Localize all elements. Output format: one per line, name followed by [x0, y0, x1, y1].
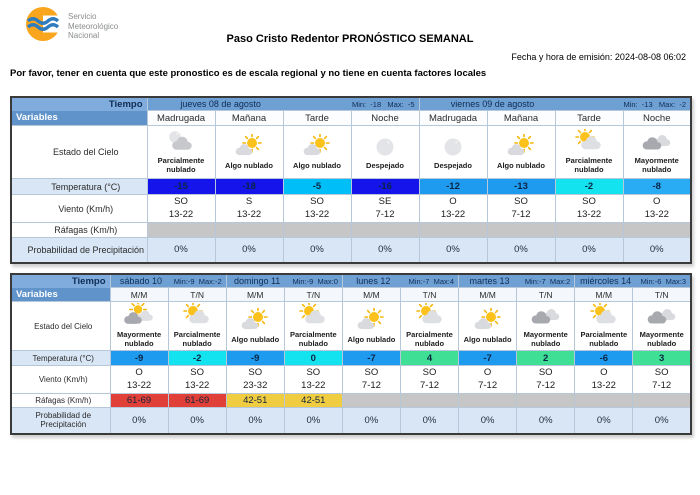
gusts-row — [11, 394, 691, 408]
precipitation-cell: 0% — [226, 408, 284, 434]
temperature-row — [11, 351, 691, 366]
wind-direction: SO — [190, 366, 204, 378]
precipitation-cell: 0% — [487, 238, 555, 263]
daypart-header: Mañana — [215, 111, 283, 126]
sky-condition-label: Algo nublado — [347, 334, 396, 344]
wind-cell — [555, 195, 623, 223]
gust-cell — [517, 394, 575, 408]
moon-icon — [352, 133, 419, 160]
sky-condition-label: Mayormente nublado — [116, 330, 162, 348]
sun-behind-cloud-icon — [169, 302, 226, 329]
row-label-gusts: Ráfagas (Km/h) — [11, 394, 110, 408]
logo-line-3: Nacional — [68, 31, 100, 41]
page-title: Paso Cristo Redentor PRONÓSTICO SEMANAL — [226, 33, 474, 45]
wind-direction: SO — [306, 366, 321, 378]
wind-speed: 7-12 — [478, 379, 498, 391]
wind-cell — [351, 195, 419, 223]
wind-speed: 23-32 — [243, 379, 268, 391]
wind-speed: 7-12 — [511, 208, 531, 220]
wind-row — [11, 195, 691, 223]
wind-cell — [110, 366, 168, 394]
wind-direction: SO — [174, 195, 188, 207]
precipitation-cell: 0% — [283, 238, 351, 263]
sky-condition-label: Despejado — [366, 160, 404, 170]
sky-cell — [342, 302, 400, 351]
row-label-precipitation: Probabilidad de Precipitación — [11, 238, 147, 263]
temperature-cell: -12 — [419, 179, 487, 195]
row-label-wind: Viento (Km/h) — [11, 366, 110, 394]
wind-speed: 13-22 — [304, 208, 330, 220]
wind-speed: 7-12 — [375, 208, 395, 220]
precipitation-cell: 0% — [400, 408, 458, 434]
sky-cell — [110, 302, 168, 351]
sky-cell — [168, 302, 226, 351]
logo-line-2: Meteorológico — [68, 21, 119, 31]
temperature-cell: -2 — [168, 351, 226, 366]
row-label-sky: Estado del Cielo — [11, 126, 147, 179]
sun-behind-cloud-icon — [401, 302, 458, 329]
row-label-temperature: Temperatura (°C) — [11, 179, 147, 195]
day-name: martes 13 — [469, 276, 510, 287]
temperature-cell: 0 — [284, 351, 342, 366]
sky-cell — [419, 126, 487, 179]
temperature-cell: -2 — [555, 179, 623, 195]
sun-cloud-icon — [459, 307, 516, 334]
temperature-cell: -16 — [351, 179, 419, 195]
wind-speed: 13-22 — [591, 379, 616, 391]
precipitation-cell: 0% — [215, 238, 283, 263]
daypart-header: Madrugada — [147, 111, 215, 126]
daypart-header: M/M — [459, 288, 517, 302]
wind-cell — [623, 195, 691, 223]
precipitation-cell: 0% — [517, 408, 575, 434]
sky-cell — [575, 302, 633, 351]
row-label-wind: Viento (Km/h) — [11, 195, 147, 223]
temperature-cell: 4 — [400, 351, 458, 366]
wind-direction: O — [653, 195, 661, 207]
clouds-icon — [624, 128, 691, 155]
day-minmax: Min:-9 Max:0 — [292, 276, 338, 286]
temperature-cell: -9 — [226, 351, 284, 366]
temperature-cell: -5 — [283, 179, 351, 195]
precipitation-cell: 0% — [575, 408, 633, 434]
wind-speed: 13-22 — [440, 208, 466, 220]
sky-cell — [487, 126, 555, 179]
sky-cell — [284, 302, 342, 351]
wind-speed: 13-22 — [126, 379, 152, 391]
day-header-3 — [342, 274, 458, 288]
wind-direction: SO — [422, 366, 437, 378]
row-label-gusts: Ráfagas (Km/h) — [11, 223, 147, 238]
sky-cell — [459, 302, 517, 351]
wind-direction: O — [483, 366, 492, 378]
day-name: viernes 09 de agosto — [450, 99, 535, 110]
row-label-precipitation: Probabilidad de Precipitación — [11, 408, 110, 434]
wind-direction: SO — [538, 366, 553, 378]
daypart-header: Noche — [623, 111, 691, 126]
wind-cell — [633, 366, 691, 394]
daypart-header: Mañana — [487, 111, 555, 126]
sun-clouds-icon — [111, 302, 168, 329]
wind-speed: 13-22 — [301, 379, 326, 391]
sky-cell — [517, 302, 575, 351]
wind-direction: O — [600, 366, 608, 378]
precipitation-cell: 0% — [168, 408, 226, 434]
temperature-cell: -8 — [623, 179, 691, 195]
wind-direction: SO — [364, 366, 379, 378]
wind-speed: 13-22 — [236, 208, 262, 220]
sky-condition-label: Parcialmente nublado — [157, 156, 205, 174]
sky-condition-label: Parcialmente nublado — [565, 156, 613, 174]
gust-cell — [400, 394, 458, 408]
day-minmax: Min:-6 Max:3 — [640, 276, 686, 286]
day-header-1 — [147, 97, 419, 111]
precipitation-row — [11, 408, 691, 434]
daypart-header: T/N — [400, 288, 458, 302]
sky-condition-label: Algo nublado — [293, 160, 341, 170]
sky-condition-label: Parcialmente nublado — [289, 330, 337, 348]
day-name: miércoles 14 — [580, 276, 632, 287]
wind-cell — [284, 366, 342, 394]
wind-cell — [215, 195, 283, 223]
precipitation-cell: 0% — [342, 408, 400, 434]
gust-cell — [419, 223, 487, 238]
tiempo-label: Tiempo — [12, 98, 147, 111]
daypart-header: Tarde — [283, 111, 351, 126]
daypart-header: Madrugada — [419, 111, 487, 126]
table1-forecast-table — [10, 96, 692, 264]
sky-cell — [226, 302, 284, 351]
wind-cell — [400, 366, 458, 394]
daypart-header: Tarde — [555, 111, 623, 126]
daypart-header: Noche — [351, 111, 419, 126]
day-minmax: Min:-7 Max:2 — [524, 276, 571, 286]
sun-behind-cloud-icon — [575, 302, 632, 329]
wind-direction: O — [449, 195, 457, 207]
wind-cell — [487, 195, 555, 223]
gust-cell: 42-51 — [226, 394, 284, 408]
day-header-1 — [110, 274, 226, 288]
wind-cell — [419, 195, 487, 223]
day-header-5 — [575, 274, 691, 288]
sky-cell — [351, 126, 419, 179]
sun-behind-cloud-icon — [556, 128, 623, 155]
wind-cell — [168, 366, 226, 394]
wind-speed: 7-12 — [536, 379, 556, 391]
temperature-cell: -7 — [342, 351, 400, 366]
gust-cell — [459, 394, 517, 408]
sun-cloud-icon — [227, 307, 284, 334]
daypart-header: T/N — [168, 288, 226, 302]
regional-scale-note: Por favor, tener en cuenta que este pronostico es de escala regional y no tiene en cuenta factores locales — [10, 68, 487, 79]
day-minmax: Min: -13 Max: -2 — [623, 99, 686, 109]
wind-direction: S — [245, 195, 253, 207]
wind-speed: 7-12 — [420, 379, 440, 391]
day-name: domingo 11 — [233, 276, 281, 287]
sun-cloud-icon — [284, 133, 351, 160]
clouds-icon — [633, 302, 690, 329]
precipitation-cell: 0% — [419, 238, 487, 263]
wind-cell — [575, 366, 633, 394]
temperature-cell: -13 — [487, 179, 555, 195]
sky-cell — [623, 126, 691, 179]
day-minmax: Min: -18 Max: -5 — [351, 99, 415, 109]
precipitation-row — [11, 238, 691, 263]
temperature-cell: -6 — [575, 351, 633, 366]
gust-cell — [575, 394, 633, 408]
wind-direction: O — [135, 366, 143, 378]
day-minmax: Min:-9 Max:-2 — [173, 276, 222, 286]
tiempo-variables-cell — [11, 274, 110, 302]
gust-cell — [342, 394, 400, 408]
wind-speed: 13-22 — [184, 379, 210, 391]
wind-direction: SO — [310, 195, 324, 207]
sky-condition-label: Algo nublado — [497, 160, 545, 170]
gust-cell — [215, 223, 283, 238]
sky-condition-label: Parcialmente nublado — [580, 330, 628, 348]
sky-condition-label: Algo nublado — [463, 334, 512, 344]
gust-cell — [147, 223, 215, 238]
precipitation-cell: 0% — [147, 238, 215, 263]
daypart-header: M/M — [342, 288, 400, 302]
daypart-header: T/N — [284, 288, 342, 302]
sky-condition-label: Mayormente nublado — [523, 330, 568, 348]
day-header-4 — [459, 274, 575, 288]
day-header-2 — [419, 97, 691, 111]
daypart-header: T/N — [517, 288, 575, 302]
wind-speed: 13-22 — [576, 208, 602, 220]
wind-cell — [517, 366, 575, 394]
wind-row — [11, 366, 691, 394]
wind-cell — [283, 195, 351, 223]
logo-line-1: Servicio — [68, 12, 97, 22]
precipitation-cell: 0% — [555, 238, 623, 263]
wind-speed: 7-12 — [361, 379, 381, 391]
temperature-cell: 3 — [633, 351, 691, 366]
day-name: sábado 10 — [119, 276, 162, 287]
forecast-table-days-3-7-mount — [10, 273, 692, 435]
gust-cell — [351, 223, 419, 238]
sky-cell — [215, 126, 283, 179]
day-name: lunes 12 — [356, 276, 391, 287]
table2-forecast-table — [10, 273, 692, 435]
day-minmax: Min:-7 Max:4 — [408, 276, 455, 286]
gust-cell — [283, 223, 351, 238]
clouds-icon — [517, 302, 574, 329]
sun-behind-cloud-icon — [285, 302, 342, 329]
precipitation-cell: 0% — [284, 408, 342, 434]
day-header-2 — [226, 274, 342, 288]
gust-cell: 61-69 — [168, 394, 226, 408]
sky-row — [11, 302, 691, 351]
gust-cell: 61-69 — [110, 394, 168, 408]
tiempo-variables-cell — [11, 97, 147, 126]
sky-cell — [555, 126, 623, 179]
gusts-row — [11, 223, 691, 238]
sky-condition-label: Parcialmente nublado — [406, 330, 453, 348]
emission-datetime: Fecha y hora de emisión: 2024-08-08 06:02 — [511, 52, 686, 62]
row-label-temperature: Temperatura (°C) — [11, 351, 110, 366]
variables-label: Variables — [12, 111, 147, 125]
sky-condition-label: Algo nublado — [225, 160, 273, 170]
temperature-row — [11, 179, 691, 195]
precipitation-cell: 0% — [351, 238, 419, 263]
precipitation-cell: 0% — [633, 408, 691, 434]
wind-cell — [226, 366, 284, 394]
precipitation-cell: 0% — [623, 238, 691, 263]
sun-cloud-icon — [343, 307, 400, 334]
daypart-header-row — [11, 288, 691, 302]
gust-cell — [633, 394, 691, 408]
sun-cloud-icon — [488, 133, 555, 160]
sky-condition-label: Algo nublado — [231, 334, 280, 344]
moon-cloud-icon — [148, 128, 215, 155]
sky-cell — [400, 302, 458, 351]
gust-cell: 42-51 — [284, 394, 342, 408]
gust-cell — [623, 223, 691, 238]
gust-cell — [487, 223, 555, 238]
daypart-header: M/M — [110, 288, 168, 302]
row-label-sky: Estado del Cielo — [11, 302, 110, 351]
wind-speed: 13-22 — [644, 208, 669, 220]
precipitation-cell: 0% — [459, 408, 517, 434]
tiempo-label: Tiempo — [12, 275, 110, 288]
wind-direction: SO — [654, 366, 669, 378]
sky-condition-label: Mayormente nublado — [639, 330, 684, 348]
wind-cell — [342, 366, 400, 394]
daypart-header: M/M — [226, 288, 284, 302]
sky-condition-label: Parcialmente nublado — [173, 330, 221, 348]
sky-row — [11, 126, 691, 179]
wind-cell — [147, 195, 215, 223]
wind-speed: 7-12 — [652, 379, 672, 391]
temperature-cell: -18 — [215, 179, 283, 195]
sky-cell — [147, 126, 215, 179]
wind-cell — [459, 366, 517, 394]
temperature-cell: -9 — [110, 351, 168, 366]
variables-label: Variables — [12, 288, 110, 301]
wind-direction: SO — [514, 195, 528, 207]
sky-condition-label: Mayormente nublado — [634, 156, 679, 174]
moon-icon — [420, 133, 487, 160]
gust-cell — [555, 223, 623, 238]
sky-condition-label: Despejado — [434, 160, 472, 170]
forecast-table-days-1-2-mount — [10, 96, 692, 264]
daypart-header: T/N — [633, 288, 691, 302]
wind-speed: 13-22 — [168, 208, 194, 220]
temperature-cell: 2 — [517, 351, 575, 366]
sky-cell — [633, 302, 691, 351]
day-name: jueves 08 de agosto — [180, 99, 261, 110]
day-header-row — [11, 274, 691, 288]
day-header-row — [11, 97, 691, 111]
sun-cloud-icon — [216, 133, 283, 160]
temperature-cell: -15 — [147, 179, 215, 195]
wind-direction: SO — [582, 195, 596, 207]
wind-direction: SO — [248, 366, 263, 378]
temperature-cell: -7 — [459, 351, 517, 366]
daypart-header: M/M — [575, 288, 633, 302]
precipitation-cell: 0% — [110, 408, 168, 434]
wind-direction: SE — [378, 195, 392, 207]
sky-cell — [283, 126, 351, 179]
